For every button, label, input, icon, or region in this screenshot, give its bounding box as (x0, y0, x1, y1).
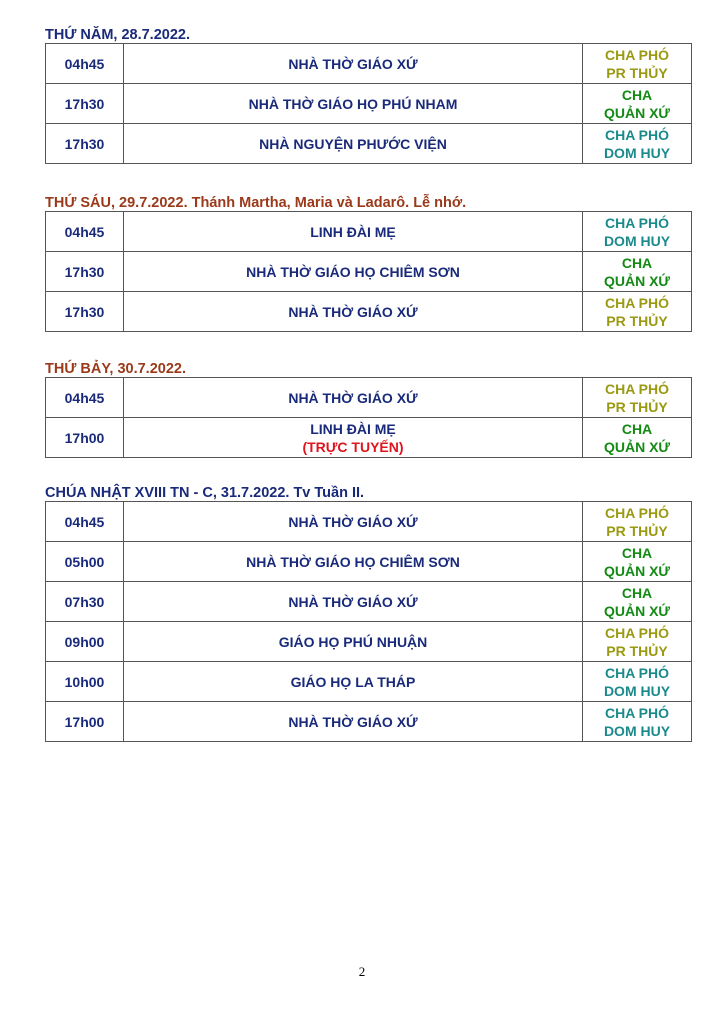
celebrant-name: QUẢN XỨ (603, 438, 671, 455)
celebrant-title: CHA (621, 254, 653, 271)
time-cell: 17h30 (46, 252, 124, 292)
celebrant-title: CHA (621, 420, 653, 437)
celebrant-name: DOM HUY (603, 682, 671, 699)
celebrant-cell (583, 582, 692, 622)
time-cell: 04h45 (46, 378, 124, 418)
schedule-row (46, 542, 692, 582)
schedule-row (46, 582, 692, 622)
schedule-row (46, 292, 692, 332)
time-cell: 10h00 (46, 662, 124, 702)
time-cell: 17h00 (46, 418, 124, 458)
celebrant-name: QUẢN XỨ (603, 272, 671, 289)
time-cell: 17h00 (46, 702, 124, 742)
celebrant-title: CHA PHÓ (604, 624, 670, 641)
place-name: NHÀ THỜ GIÁO HỌ PHÚ NHAM (248, 95, 458, 112)
schedule-row (46, 44, 692, 84)
page-number: 2 (358, 964, 366, 979)
celebrant-cell (583, 418, 692, 458)
celebrant-cell (583, 44, 692, 84)
celebrant-name: PR THỦY (606, 312, 668, 329)
celebrant-cell (583, 212, 692, 252)
place-cell (124, 502, 583, 542)
celebrant-cell (583, 292, 692, 332)
place-cell (124, 84, 583, 124)
place-name: NHÀ THỜ GIÁO XỨ (288, 713, 418, 730)
schedule-table (45, 43, 692, 164)
time-cell: 09h00 (46, 622, 124, 662)
schedule-row (46, 662, 692, 702)
time-cell: 04h45 (46, 212, 124, 252)
place-cell (124, 212, 583, 252)
time-cell: 04h45 (46, 44, 124, 84)
celebrant-cell (583, 662, 692, 702)
place-name: NHÀ THỜ GIÁO XỨ (288, 303, 418, 320)
celebrant-cell (583, 502, 692, 542)
place-name: GIÁO HỌ LA THÁP (290, 673, 416, 690)
place-name: NHÀ THỜ GIÁO XỨ (288, 593, 418, 610)
place-name: NHÀ THỜ GIÁO XỨ (288, 389, 418, 406)
place-cell (124, 378, 583, 418)
celebrant-title: CHA (621, 584, 653, 601)
schedule-row (46, 252, 692, 292)
time-cell: 05h00 (46, 542, 124, 582)
schedule-row (46, 378, 692, 418)
place-cell (124, 662, 583, 702)
place-cell (124, 418, 583, 458)
celebrant-cell (583, 702, 692, 742)
place-name: NHÀ NGUYỆN PHƯỚC VIỆN (259, 135, 447, 152)
place-name: GIÁO HỌ PHÚ NHUẬN (278, 633, 428, 650)
celebrant-name: DOM HUY (603, 232, 671, 249)
place-note: (TRỰC TUYẾN) (302, 438, 404, 455)
celebrant-cell (583, 252, 692, 292)
schedule-row (46, 622, 692, 662)
schedule-row (46, 702, 692, 742)
celebrant-cell (583, 124, 692, 164)
celebrant-name: QUẢN XỨ (603, 104, 671, 121)
place-name: NHÀ THỜ GIÁO HỌ CHIÊM SƠN (246, 553, 460, 570)
celebrant-cell (583, 542, 692, 582)
celebrant-title: CHA PHÓ (604, 214, 670, 231)
celebrant-name: PR THỦY (606, 642, 668, 659)
place-name: LINH ĐÀI MẸ (310, 420, 396, 437)
celebrant-cell (583, 84, 692, 124)
schedule-row (46, 124, 692, 164)
celebrant-cell (583, 622, 692, 662)
celebrant-name: DOM HUY (603, 144, 671, 161)
place-cell (124, 542, 583, 582)
schedule-row (46, 418, 692, 458)
celebrant-name: PR THỦY (606, 398, 668, 415)
celebrant-title: CHA PHÓ (604, 126, 670, 143)
schedule-table (45, 501, 692, 742)
time-cell: 17h30 (46, 292, 124, 332)
day-heading: THỨ BẢY, 30.7.2022. (45, 361, 186, 377)
schedule-table (45, 211, 692, 332)
schedule-row (46, 502, 692, 542)
schedule-table (45, 377, 692, 458)
place-cell (124, 252, 583, 292)
celebrant-name: PR THỦY (606, 64, 668, 81)
celebrant-cell (583, 378, 692, 418)
celebrant-title: CHA PHÓ (604, 46, 670, 63)
day-heading: THỨ SÁU, 29.7.2022. Thánh Martha, Maria và Ladarô. Lễ nhớ. (45, 195, 467, 211)
place-name: NHÀ THỜ GIÁO HỌ CHIÊM SƠN (246, 263, 460, 280)
place-cell (124, 44, 583, 84)
celebrant-title: CHA PHÓ (604, 504, 670, 521)
place-cell (124, 622, 583, 662)
place-name: LINH ĐÀI MẸ (310, 223, 396, 240)
celebrant-title: CHA (621, 544, 653, 561)
time-cell: 07h30 (46, 582, 124, 622)
celebrant-name: QUẢN XỨ (603, 562, 671, 579)
celebrant-title: CHA PHÓ (604, 664, 670, 681)
day-heading: THỨ NĂM, 28.7.2022. (45, 27, 190, 43)
schedule-row (46, 212, 692, 252)
time-cell: 04h45 (46, 502, 124, 542)
celebrant-name: QUẢN XỨ (603, 602, 671, 619)
schedule-row (46, 84, 692, 124)
celebrant-name: PR THỦY (606, 522, 668, 539)
place-cell (124, 124, 583, 164)
time-cell: 17h30 (46, 124, 124, 164)
place-cell (124, 582, 583, 622)
place-name: NHÀ THỜ GIÁO XỨ (288, 55, 418, 72)
day-heading: CHÚA NHẬT XVIII TN - C, 31.7.2022. Tv Tuần II. (45, 485, 365, 501)
celebrant-title: CHA PHÓ (604, 294, 670, 311)
place-cell (124, 702, 583, 742)
celebrant-name: DOM HUY (603, 722, 671, 739)
place-name: NHÀ THỜ GIÁO XỨ (288, 513, 418, 530)
celebrant-title: CHA (621, 86, 653, 103)
time-cell: 17h30 (46, 84, 124, 124)
place-cell (124, 292, 583, 332)
celebrant-title: CHA PHÓ (604, 380, 670, 397)
celebrant-title: CHA PHÓ (604, 704, 670, 721)
